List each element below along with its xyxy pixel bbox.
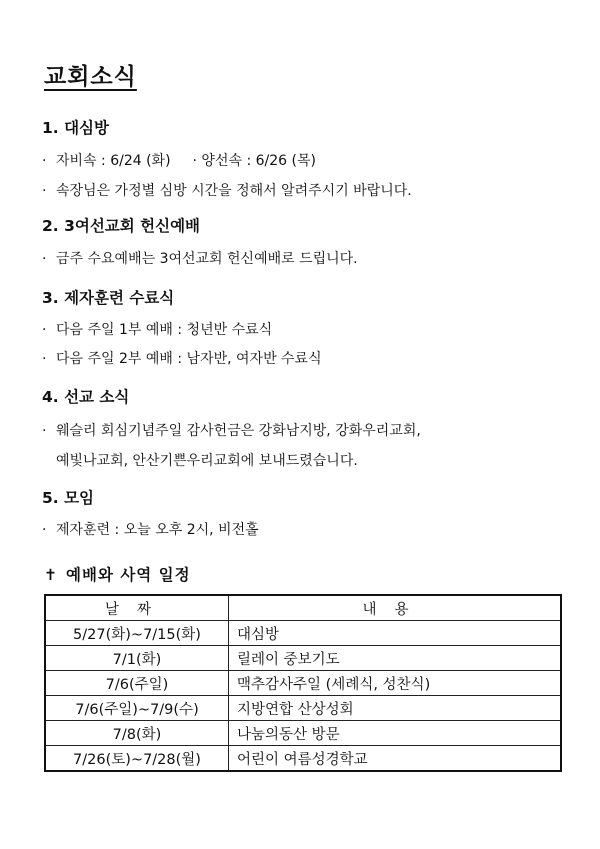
bullet: · xyxy=(42,183,47,199)
bullet: · xyxy=(42,351,47,367)
row-content: 지방연합 산상성회 xyxy=(229,696,562,721)
bullet: · xyxy=(42,322,47,338)
section-line xyxy=(42,180,412,200)
cross-icon: ✝ xyxy=(44,566,58,584)
row-content: 릴레이 중보기도 xyxy=(229,646,562,671)
line-text: 예빛나교회, 안산기쁜우리교회에 보내드렸습니다. xyxy=(56,453,358,469)
line-text: 속장님은 가정별 심방 시간을 정해서 알려주시기 바랍니다. xyxy=(56,183,412,199)
row-date: 7/26(토)~7/28(월) xyxy=(45,746,229,772)
table-row xyxy=(45,621,561,646)
page-title: 교회소식 xyxy=(44,64,137,90)
section-line xyxy=(42,319,272,339)
table-header-row xyxy=(45,595,561,621)
schedule-title-text: 예배와 사역 일정 xyxy=(66,566,191,584)
bullet: · xyxy=(42,251,47,267)
line-text: 제자훈련 : 오늘 오후 2시, 비전홀 xyxy=(56,522,259,538)
line-text: 웨슬리 회심기념주일 감사헌금은 강화남지방, 강화우리교회, xyxy=(56,423,421,439)
header-content: 내용 xyxy=(229,595,562,621)
row-date: 5/27(화)~7/15(화) xyxy=(45,621,229,646)
row-content: 맥추감사주일 (세례식, 성찬식) xyxy=(229,671,562,696)
section-line xyxy=(42,348,322,368)
row-date: 7/1(화) xyxy=(45,646,229,671)
line-text: 다음 주일 2부 예배 : 남자반, 여자반 수료식 xyxy=(56,351,322,367)
schedule-title xyxy=(44,563,191,585)
bullet: · xyxy=(42,522,47,538)
line-text: 자비속 : 6/24 (화) xyxy=(56,153,171,169)
row-date: 7/8(화) xyxy=(45,721,229,746)
section-line xyxy=(42,450,358,470)
section-heading-devotion-service: 2. 3여선교회 헌신예배 xyxy=(42,217,201,235)
section-line xyxy=(42,150,316,170)
bullet: · xyxy=(42,423,47,439)
table-row xyxy=(45,646,561,671)
row-content: 대심방 xyxy=(229,621,562,646)
table-row xyxy=(45,671,561,696)
row-content: 나눔의동산 방문 xyxy=(229,721,562,746)
section-heading-meetings: 5. 모임 xyxy=(42,489,95,507)
header-date: 날짜 xyxy=(45,595,229,621)
table-row xyxy=(45,746,561,772)
table-row xyxy=(45,696,561,721)
line-text: 다음 주일 1부 예배 : 청년반 수료식 xyxy=(56,322,273,338)
row-date: 7/6(주일)~7/9(수) xyxy=(45,696,229,721)
line-text: 금주 수요예배는 3여선교회 헌신예배로 드립니다. xyxy=(56,251,358,267)
section-line xyxy=(42,248,358,268)
section-line xyxy=(42,519,259,539)
table-row xyxy=(45,721,561,746)
section-heading-discipleship: 3. 제자훈련 수료식 xyxy=(42,289,175,307)
row-content: 어린이 여름성경학교 xyxy=(229,746,562,772)
line-text-secondary: · 양선속 : 6/26 (목) xyxy=(192,153,316,169)
schedule-table xyxy=(44,594,562,772)
bullet: · xyxy=(42,153,47,169)
section-heading-mission-news: 4. 선교 소식 xyxy=(42,388,130,406)
section-line xyxy=(42,420,421,440)
section-heading-visitation: 1. 대심방 xyxy=(42,119,109,137)
row-date: 7/6(주일) xyxy=(45,671,229,696)
